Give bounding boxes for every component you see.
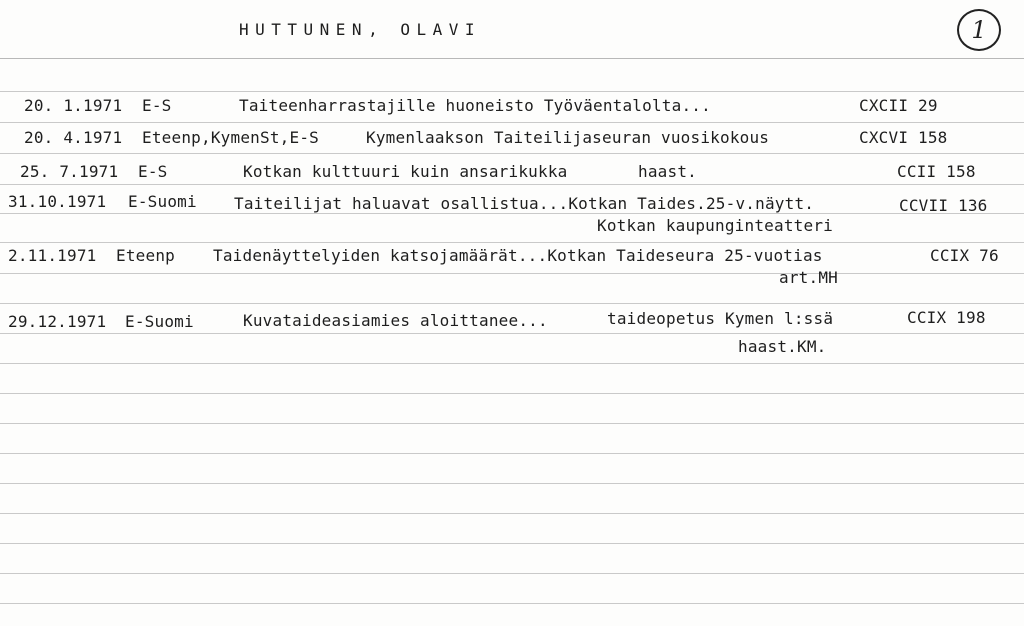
rule-line: [0, 393, 1024, 394]
entry-title: Kuvataideasiamies aloittanee...: [243, 311, 548, 330]
entry-extra2: haast.KM.: [738, 337, 827, 356]
entry-date: 31.10.1971: [8, 192, 107, 211]
entry-extra: taideopetus Kymen l:ssä: [607, 309, 834, 328]
rule-line: [0, 333, 1024, 334]
rule-line: [0, 513, 1024, 514]
entry-ref: CCIX 76: [930, 246, 999, 265]
card-header-name: HUTTUNEN, OLAVI: [239, 20, 481, 39]
entry-date: 29.12.1971: [8, 312, 107, 331]
entry-date: 2.11.1971: [8, 246, 97, 265]
entry-source: Eteenp,KymenSt,E-S: [142, 128, 319, 147]
rule-line: [0, 122, 1024, 123]
entry-date: 20. 4.1971: [24, 128, 123, 147]
rule-line: [0, 423, 1024, 424]
entry-source: E-Suomi: [128, 192, 197, 211]
entry-date: 25. 7.1971: [20, 162, 119, 181]
entry-title: Taiteilijat haluavat osallistua...Kotkan Taides.25-v.näytt.: [234, 194, 815, 213]
entry-source: E-S: [138, 162, 168, 181]
entry-extra: Kotkan kaupunginteatteri: [597, 216, 833, 235]
rule-line: [0, 543, 1024, 544]
entry-title: Taidenäyttelyiden katsojamäärät...Kotkan Taideseura 25-vuotias: [213, 246, 823, 265]
rule-line: [0, 603, 1024, 604]
rule-line: [0, 483, 1024, 484]
entry-source: E-Suomi: [125, 312, 194, 331]
entry-date: 20. 1.1971: [24, 96, 123, 115]
entry-source: Eteenp: [116, 246, 175, 265]
entry-ref: CXCVI 158: [859, 128, 948, 147]
entry-ref: CCII 158: [897, 162, 976, 181]
header-rule: [0, 58, 1024, 59]
entry-ref: CCIX 198: [907, 308, 986, 327]
entry-ref: CXCII 29: [859, 96, 938, 115]
rule-line: [0, 153, 1024, 154]
rule-line: [0, 242, 1024, 243]
rule-line: [0, 453, 1024, 454]
rule-line: [0, 273, 1024, 274]
entry-title: Taiteenharrastajille huoneisto Työväentalolta...: [239, 96, 711, 115]
rule-line: [0, 91, 1024, 92]
rule-line: [0, 213, 1024, 214]
entry-ref: CCVII 136: [899, 196, 988, 215]
rule-line: [0, 303, 1024, 304]
card-number-circle: 1: [957, 9, 1001, 51]
entry-title: Kotkan kulttuuri kuin ansarikukka: [243, 162, 568, 181]
entry-extra: art.MH: [779, 268, 838, 287]
entry-extra: haast.: [638, 162, 697, 181]
rule-line: [0, 573, 1024, 574]
rule-line: [0, 363, 1024, 364]
entry-source: E-S: [142, 96, 172, 115]
entry-title: Kymenlaakson Taiteilijaseuran vuosikokous: [366, 128, 770, 147]
rule-line: [0, 184, 1024, 185]
